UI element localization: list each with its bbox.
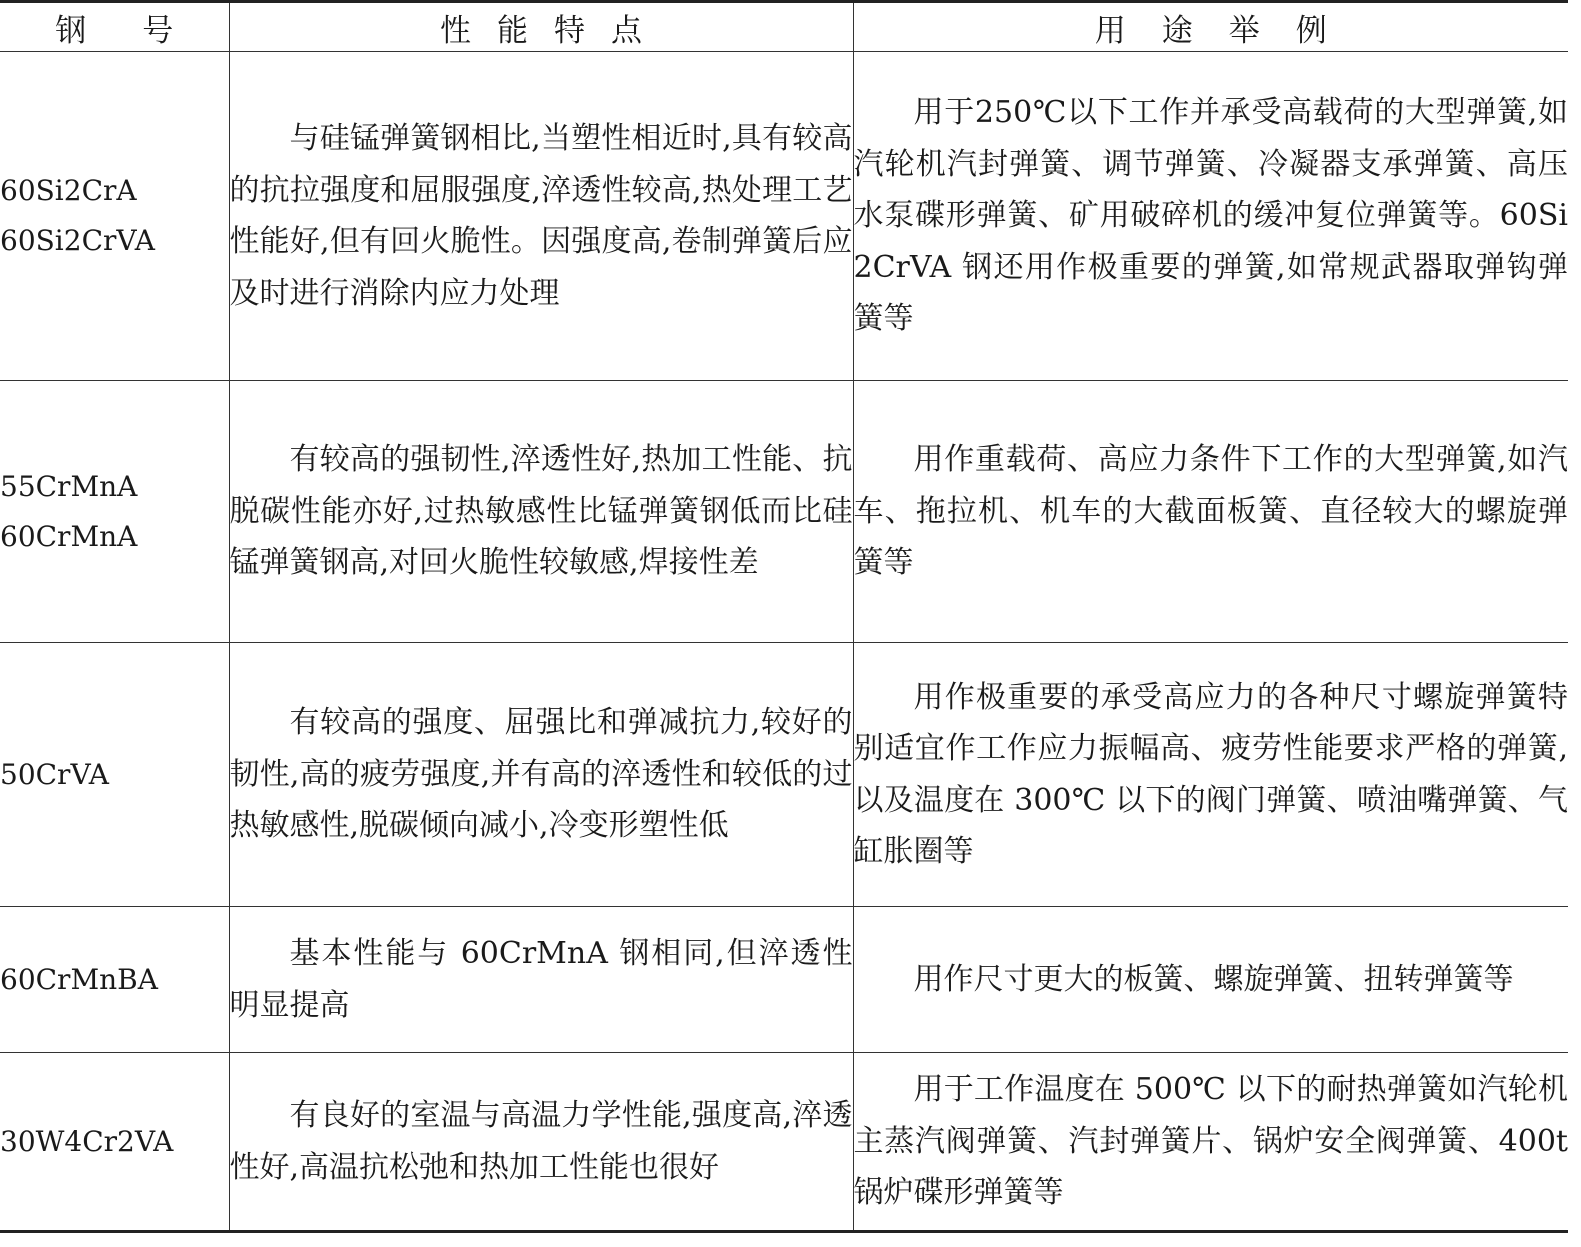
header-prop-char: 性 <box>440 12 471 49</box>
steel-grade: 55CrMnA <box>0 469 138 503</box>
properties-cell: 有较高的强韧性,淬透性好,热加工性能、抗脱碳性能亦好,过热敏感性比锰弹簧钢低而比硅锰弹簧钢高,对回火脆性较敏感,焊接性差 <box>229 381 853 643</box>
steel-grade: 60CrMnBA <box>0 962 158 996</box>
usage-cell: 用于工作温度在 500℃ 以下的耐热弹簧如汽轮机主蒸汽阀弹簧、汽封弹簧片、锅炉安全阀弹簧、400t 锅炉碟形弹簧等 <box>853 1053 1568 1232</box>
properties-cell: 基本性能与 60CrMnA 钢相同,但淬透性明显提高 <box>229 907 853 1053</box>
steel-grade: 60Si2CrVA <box>0 224 155 257</box>
steel-grade-cell <box>0 52 229 381</box>
header-properties <box>229 2 853 52</box>
steel-grade: 30W4Cr2VA <box>0 1124 174 1158</box>
header-steel-char: 号 <box>142 12 174 49</box>
steel-grade: 50CrVA <box>0 757 109 791</box>
header-prop-char: 特 <box>554 12 585 49</box>
header-use-char: 举 <box>1228 12 1260 49</box>
table-row <box>0 907 1568 1053</box>
header-prop-char: 能 <box>497 12 528 49</box>
header-steel-char: 钢 <box>55 12 87 49</box>
usage-cell: 用于250℃以下工作并承受高载荷的大型弹簧,如汽轮机汽封弹簧、调节弹簧、冷凝器支承弹簧、高压水泵碟形弹簧、矿用破碎机的缓冲复位弹簧等。60Si2CrVA 钢还用作极重要的弹簧,如常规武器取弹钩弹簧等 <box>853 52 1568 381</box>
header-steel-grade <box>0 2 229 52</box>
header-usage <box>853 2 1568 52</box>
table-row <box>0 1053 1568 1232</box>
header-use-char: 用 <box>1094 12 1126 49</box>
table-header-row <box>0 2 1568 52</box>
table-row <box>0 643 1568 907</box>
header-use-char: 例 <box>1295 12 1327 49</box>
steel-grade-cell <box>0 1053 229 1232</box>
table-row <box>0 52 1568 381</box>
steel-grade: 60Si2CrA <box>0 174 137 207</box>
steel-grade-cell <box>0 907 229 1053</box>
properties-cell: 有较高的强度、屈强比和弹减抗力,较好的韧性,高的疲劳强度,并有高的淬透性和较低的过热敏感性,脱碳倾向减小,冷变形塑性低 <box>229 643 853 907</box>
properties-cell: 有良好的室温与高温力学性能,强度高,淬透性好,高温抗松弛和热加工性能也很好 <box>229 1053 853 1232</box>
header-prop-char: 点 <box>611 12 642 49</box>
usage-cell: 用作尺寸更大的板簧、螺旋弹簧、扭转弹簧等 <box>853 907 1568 1053</box>
table-row <box>0 381 1568 643</box>
header-use-char: 途 <box>1161 12 1193 49</box>
steel-grade-cell <box>0 643 229 907</box>
usage-cell: 用作极重要的承受高应力的各种尺寸螺旋弹簧特别适宜作工作应力振幅高、疲劳性能要求严格的弹簧,以及温度在 300℃ 以下的阀门弹簧、喷油嘴弹簧、气缸胀圈等 <box>853 643 1568 907</box>
steel-grade: 60CrMnA <box>0 519 138 553</box>
properties-cell: 与硅锰弹簧钢相比,当塑性相近时,具有较高的抗拉强度和屈服强度,淬透性较高,热处理工艺性能好,但有回火脆性。因强度高,卷制弹簧后应及时进行消除内应力处理 <box>229 52 853 381</box>
steel-grade-cell <box>0 381 229 643</box>
usage-cell: 用作重载荷、高应力条件下工作的大型弹簧,如汽车、拖拉机、机车的大截面板簧、直径较大的螺旋弹簧等 <box>853 381 1568 643</box>
